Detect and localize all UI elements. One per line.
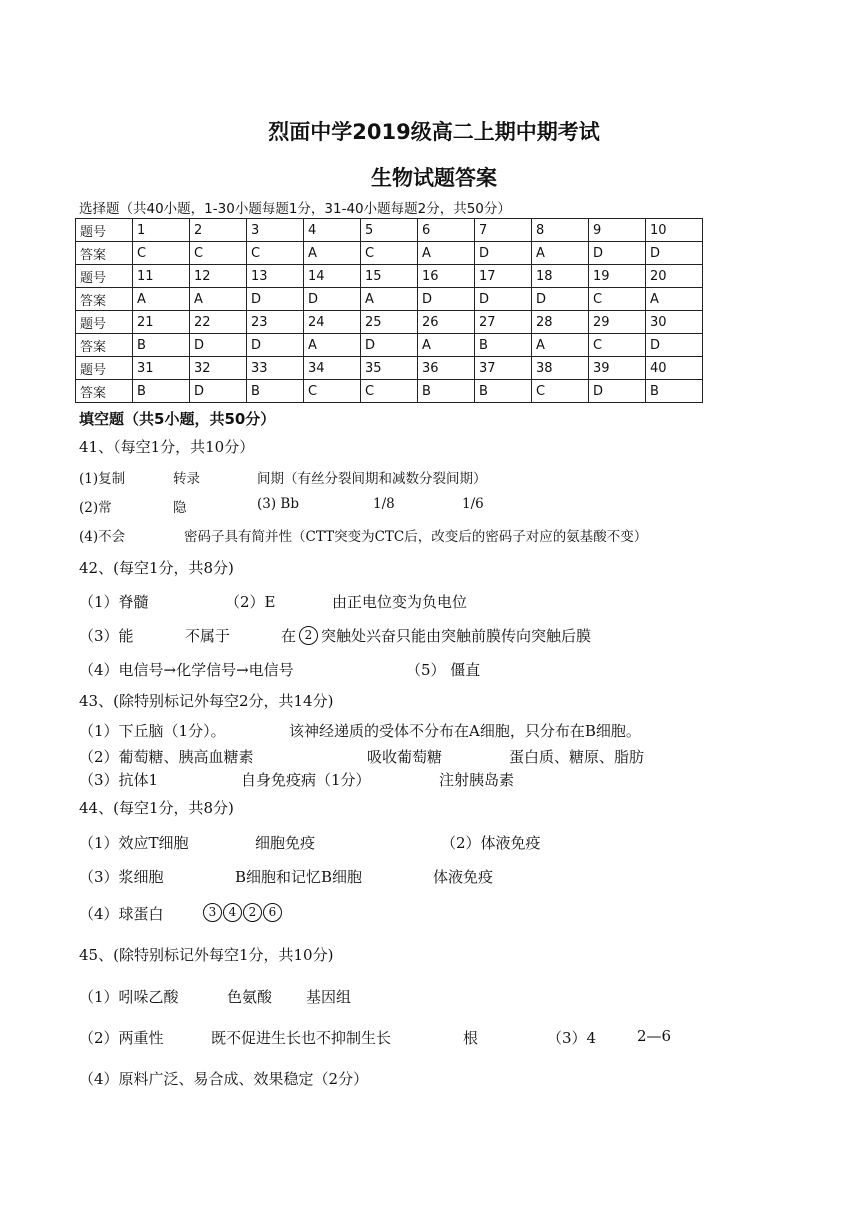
table-cell: B bbox=[133, 334, 190, 357]
q42-heading: 42、(每空1分，共8分) bbox=[79, 559, 234, 577]
table-cell: 33 bbox=[247, 357, 304, 380]
q44-line-3 bbox=[79, 903, 779, 927]
q43-line-3 bbox=[79, 769, 779, 791]
table-cell: D bbox=[418, 288, 475, 311]
choice-section-intro: 选择题（共40小题，1-30小题每题1分，31-40小题每题2分，共50分） bbox=[79, 201, 511, 217]
answer-blank: （2）葡萄糖、胰高血糖素 bbox=[79, 748, 254, 766]
table-cell: 15 bbox=[361, 265, 418, 288]
table-cell: D bbox=[589, 242, 646, 265]
answer-blank: （2）体液免疫 bbox=[441, 834, 541, 852]
row-label: 答案 bbox=[76, 242, 133, 265]
table-cell: 4 bbox=[304, 219, 361, 242]
table-cell: B bbox=[247, 380, 304, 403]
table-cell: D bbox=[646, 242, 703, 265]
answer-blank: （1）脊髓 bbox=[79, 593, 149, 611]
table-cell: 3 bbox=[247, 219, 304, 242]
q43-line-1 bbox=[79, 720, 779, 742]
answer-blank: 1/6 bbox=[462, 496, 484, 512]
table-cell: 7 bbox=[475, 219, 532, 242]
table-cell: 21 bbox=[133, 311, 190, 334]
q45-heading: 45、(除特别标记外每空1分，共10分) bbox=[79, 946, 334, 964]
table-cell: 1 bbox=[133, 219, 190, 242]
answer-blank: （4）原料广泛、易合成、效果稳定（2分） bbox=[79, 1070, 369, 1088]
answer-blank: 蛋白质、糖原、脂肪 bbox=[509, 748, 645, 766]
table-row-numbers bbox=[76, 265, 703, 288]
answer-blank: （3）4 bbox=[547, 1029, 597, 1047]
table-cell: 19 bbox=[589, 265, 646, 288]
table-cell: 22 bbox=[190, 311, 247, 334]
table-cell: C bbox=[304, 380, 361, 403]
circled-digit: 3 bbox=[203, 903, 222, 922]
table-cell: 37 bbox=[475, 357, 532, 380]
table-cell: 5 bbox=[361, 219, 418, 242]
answer-blank: 在 bbox=[281, 627, 297, 645]
answer-blank: 注射胰岛素 bbox=[439, 771, 515, 789]
answer-blank: （3）浆细胞 bbox=[79, 868, 164, 886]
answer-blank: 吸收葡萄糖 bbox=[367, 748, 443, 766]
table-cell: D bbox=[247, 288, 304, 311]
table-cell: 20 bbox=[646, 265, 703, 288]
table-cell: C bbox=[133, 242, 190, 265]
circled-digit: 4 bbox=[223, 903, 242, 922]
answer-blank: 该神经递质的受体不分布在A细胞，只分布在B细胞。 bbox=[289, 722, 641, 740]
answer-blank: 2—6 bbox=[637, 1027, 672, 1045]
table-cell: 40 bbox=[646, 357, 703, 380]
page-title: 烈面中学2019级高二上期中期考试 bbox=[268, 120, 600, 144]
table-cell: A bbox=[532, 334, 589, 357]
answer-blank: 体液免疫 bbox=[433, 868, 494, 886]
row-label: 答案 bbox=[76, 334, 133, 357]
table-cell: A bbox=[418, 334, 475, 357]
table-cell: B bbox=[418, 380, 475, 403]
q41-line-2 bbox=[79, 496, 779, 516]
table-cell: 17 bbox=[475, 265, 532, 288]
circled-digit: 6 bbox=[263, 903, 282, 922]
row-label: 题号 bbox=[76, 311, 133, 334]
table-cell: 11 bbox=[133, 265, 190, 288]
table-cell: C bbox=[532, 380, 589, 403]
answer-blank: 隐 bbox=[173, 500, 187, 516]
table-cell: D bbox=[361, 334, 418, 357]
table-cell: 16 bbox=[418, 265, 475, 288]
table-cell: 29 bbox=[589, 311, 646, 334]
table-cell: C bbox=[361, 242, 418, 265]
table-row-answers bbox=[76, 288, 703, 311]
table-cell: 23 bbox=[247, 311, 304, 334]
fill-section-heading: 填空题（共5小题，共50分） bbox=[79, 410, 276, 428]
q42-line-2 bbox=[79, 625, 779, 647]
table-cell: 13 bbox=[247, 265, 304, 288]
table-cell: 18 bbox=[532, 265, 589, 288]
table-cell: D bbox=[247, 334, 304, 357]
table-cell: D bbox=[646, 334, 703, 357]
table-cell: A bbox=[418, 242, 475, 265]
table-cell: 35 bbox=[361, 357, 418, 380]
q45-line-2 bbox=[79, 1027, 779, 1049]
q45-line-3 bbox=[79, 1068, 779, 1090]
answer-blank: (4)不会 bbox=[79, 529, 126, 545]
circled-digit: 2 bbox=[299, 626, 318, 645]
table-cell: 31 bbox=[133, 357, 190, 380]
answer-blank: 基因组 bbox=[306, 988, 352, 1006]
answer-blank: （5） 僵直 bbox=[406, 661, 481, 679]
q41-line-3 bbox=[79, 525, 779, 545]
table-row-numbers bbox=[76, 219, 703, 242]
answer-blank: (1)复制 bbox=[79, 471, 126, 487]
answer-blank: 不属于 bbox=[185, 627, 231, 645]
table-cell: D bbox=[589, 380, 646, 403]
table-cell: A bbox=[304, 334, 361, 357]
answer-blank: 色氨酸 bbox=[227, 988, 273, 1006]
answer-blank: （1）吲哚乙酸 bbox=[79, 988, 179, 1006]
table-cell: A bbox=[361, 288, 418, 311]
table-cell: D bbox=[532, 288, 589, 311]
table-cell: 28 bbox=[532, 311, 589, 334]
table-cell: D bbox=[190, 380, 247, 403]
answer-blank: 突触处兴奋只能由突触前膜传向突触后膜 bbox=[321, 627, 592, 645]
table-cell: 26 bbox=[418, 311, 475, 334]
q45-line-1 bbox=[79, 986, 779, 1008]
q41-heading: 41、（每空1分，共10分） bbox=[79, 438, 255, 456]
table-cell: 14 bbox=[304, 265, 361, 288]
table-cell: 39 bbox=[589, 357, 646, 380]
table-row-answers bbox=[76, 380, 703, 403]
table-cell: C bbox=[589, 288, 646, 311]
table-cell: 36 bbox=[418, 357, 475, 380]
table-cell: B bbox=[475, 334, 532, 357]
answer-blank: 既不促进生长也不抑制生长 bbox=[211, 1029, 392, 1047]
q44-line-1 bbox=[79, 832, 779, 854]
table-cell: 32 bbox=[190, 357, 247, 380]
table-row-numbers bbox=[76, 357, 703, 380]
row-label: 题号 bbox=[76, 265, 133, 288]
q44-heading: 44、(每空1分，共8分) bbox=[79, 799, 234, 817]
table-cell: 9 bbox=[589, 219, 646, 242]
table-cell: B bbox=[475, 380, 532, 403]
row-label: 题号 bbox=[76, 357, 133, 380]
answer-blank: （1）效应T细胞 bbox=[79, 834, 189, 852]
table-cell: D bbox=[475, 288, 532, 311]
answer-blank: 密码子具有简并性（CTT突变为CTC后，改变后的密码子对应的氨基酸不变） bbox=[184, 529, 648, 545]
table-cell: 27 bbox=[475, 311, 532, 334]
table-cell: 10 bbox=[646, 219, 703, 242]
circled-number bbox=[299, 625, 319, 645]
table-cell: A bbox=[133, 288, 190, 311]
answer-blank: (2)常 bbox=[79, 500, 112, 516]
circled-digit: 2 bbox=[243, 903, 262, 922]
answer-blank: 1/8 bbox=[373, 496, 395, 512]
table-row-answers bbox=[76, 242, 703, 265]
table-cell: 2 bbox=[190, 219, 247, 242]
table-cell: D bbox=[304, 288, 361, 311]
q43-line-2 bbox=[79, 746, 779, 768]
circled-sequence bbox=[203, 902, 283, 922]
table-cell: 6 bbox=[418, 219, 475, 242]
table-cell: 34 bbox=[304, 357, 361, 380]
q41-line-1 bbox=[79, 467, 779, 487]
table-cell: C bbox=[589, 334, 646, 357]
answer-blank: （2）两重性 bbox=[79, 1029, 164, 1047]
table-cell: 25 bbox=[361, 311, 418, 334]
answer-blank: （2）E bbox=[225, 593, 276, 611]
page-subtitle: 生物试题答案 bbox=[371, 166, 497, 190]
table-row-numbers bbox=[76, 311, 703, 334]
q43-heading: 43、(除特别标记外每空2分，共14分) bbox=[79, 692, 334, 710]
answer-blank: 间期（有丝分裂间期和减数分裂间期） bbox=[257, 471, 487, 487]
answer-blank: B细胞和记忆B细胞 bbox=[235, 868, 363, 886]
row-label: 答案 bbox=[76, 380, 133, 403]
q42-line-3 bbox=[79, 659, 779, 681]
answer-blank: 根 bbox=[463, 1029, 479, 1047]
table-cell: A bbox=[646, 288, 703, 311]
answer-blank: 自身免疫病（1分） bbox=[241, 771, 371, 789]
table-cell: A bbox=[304, 242, 361, 265]
table-cell: A bbox=[532, 242, 589, 265]
answer-blank: 转录 bbox=[173, 471, 200, 487]
table-cell: 38 bbox=[532, 357, 589, 380]
row-label: 答案 bbox=[76, 288, 133, 311]
answer-blank: (3) Bb bbox=[257, 496, 299, 512]
q44-line-2 bbox=[79, 866, 779, 888]
answer-blank: （3）抗体1 bbox=[79, 771, 159, 789]
table-cell: C bbox=[247, 242, 304, 265]
answer-blank: （3）能 bbox=[79, 627, 134, 645]
table-cell: D bbox=[190, 334, 247, 357]
table-cell: 8 bbox=[532, 219, 589, 242]
answer-blank: （4）电信号→化学信号→电信号 bbox=[79, 661, 294, 679]
table-row-answers bbox=[76, 334, 703, 357]
table-cell: 12 bbox=[190, 265, 247, 288]
table-cell: C bbox=[190, 242, 247, 265]
row-label: 题号 bbox=[76, 219, 133, 242]
table-cell: C bbox=[361, 380, 418, 403]
answer-table bbox=[75, 218, 703, 403]
table-cell: B bbox=[133, 380, 190, 403]
table-cell: B bbox=[646, 380, 703, 403]
answer-blank: （1）下丘脑（1分）。 bbox=[79, 722, 226, 740]
table-cell: A bbox=[190, 288, 247, 311]
answer-blank: 由正电位变为负电位 bbox=[332, 593, 468, 611]
table-cell: D bbox=[475, 242, 532, 265]
answer-blank: 细胞免疫 bbox=[255, 834, 316, 852]
q42-line-1 bbox=[79, 591, 779, 613]
table-cell: 30 bbox=[646, 311, 703, 334]
answer-blank: （4）球蛋白 bbox=[79, 905, 164, 923]
table-cell: 24 bbox=[304, 311, 361, 334]
